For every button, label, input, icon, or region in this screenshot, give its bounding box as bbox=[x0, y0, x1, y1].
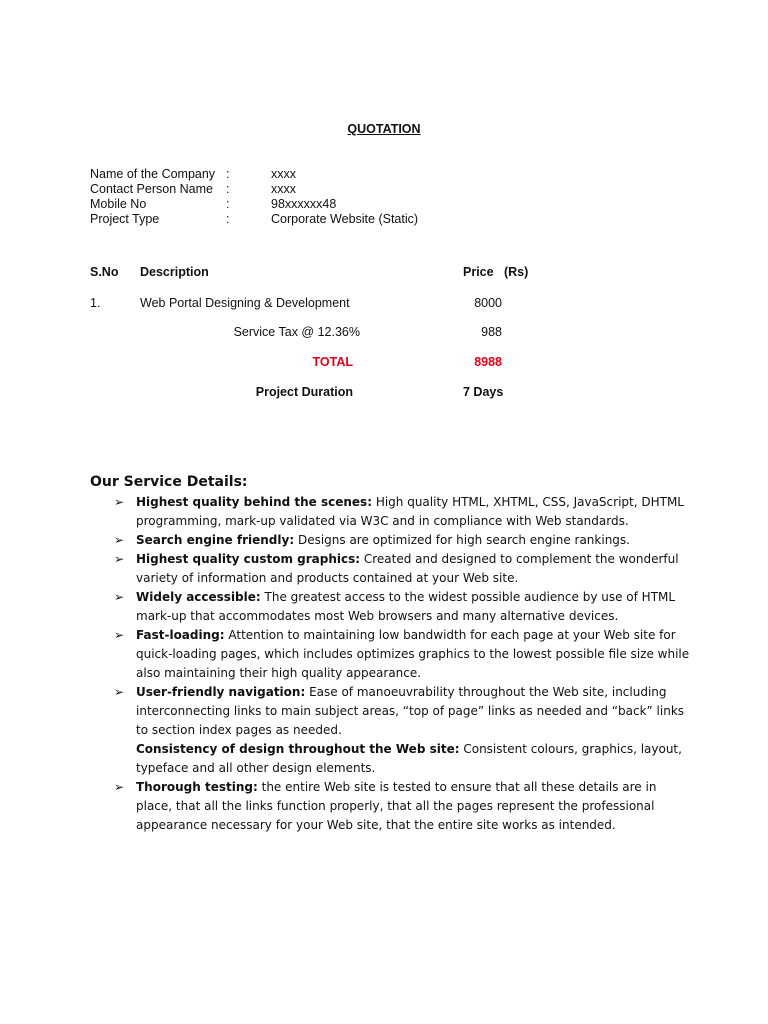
item-text: Consistent colours, graphics, layout, typeface and all other design elements. bbox=[136, 742, 682, 775]
item-text: Attention to maintaining low bandwidth for each page at your Web site for quick-loading pages, which includes optimizes graphics to the lowest possible file size while also maintaining their high quality appearance. bbox=[136, 628, 690, 680]
info-value-company: xxxx bbox=[271, 167, 296, 181]
service-list bbox=[90, 493, 690, 835]
header-price: Price (Rs) bbox=[463, 265, 529, 279]
info-label-contact: Contact Person Name bbox=[90, 182, 213, 196]
service-details bbox=[90, 474, 690, 835]
arrow-bullet-icon: ➢ bbox=[114, 552, 125, 566]
item-text: High quality HTML, XHTML, CSS, JavaScript, DHTML programming, mark-up validated via W3C and in compliance with Web standards. bbox=[136, 495, 684, 528]
header-sno: S.No bbox=[90, 265, 119, 279]
info-sep: : bbox=[226, 212, 230, 226]
info-label-company: Name of the Company bbox=[90, 167, 216, 181]
info-sep: : bbox=[226, 197, 230, 211]
info-sep: : bbox=[226, 182, 230, 196]
item-text: Created and designed to complement the wonderful variety of information and products contained at your Web site. bbox=[136, 552, 679, 585]
info-sep: : bbox=[226, 167, 230, 181]
page-title: QUOTATION bbox=[347, 122, 421, 136]
arrow-bullet-icon: ➢ bbox=[114, 590, 125, 604]
arrow-bullet-icon: ➢ bbox=[114, 780, 125, 794]
list-item bbox=[90, 683, 690, 740]
info-value-mobile: 98xxxxxx48 bbox=[271, 197, 337, 211]
total-value: 8988 bbox=[474, 355, 502, 369]
list-item bbox=[90, 550, 690, 588]
item-lead: Fast-loading: bbox=[136, 628, 225, 642]
service-tax-label: Service Tax @ 12.36% bbox=[233, 325, 360, 339]
item-text: the entire Web site is tested to ensure that all these details are in place, that all the links function properly, that all the pages represent the professional appearance necessary for your Web site, that the entire site works as intended. bbox=[136, 780, 657, 832]
service-details-heading: Our Service Details: bbox=[90, 474, 248, 490]
header-description: Description bbox=[140, 265, 209, 279]
item-lead: User-friendly navigation: bbox=[136, 685, 306, 699]
arrow-bullet-icon: ➢ bbox=[114, 628, 125, 642]
list-item bbox=[90, 531, 690, 550]
info-value-contact: xxxx bbox=[271, 182, 296, 196]
list-item bbox=[90, 778, 690, 835]
info-label-project-type: Project Type bbox=[90, 212, 160, 226]
item-lead: Widely accessible: bbox=[136, 590, 261, 604]
row-description: Web Portal Designing & Development bbox=[140, 296, 350, 310]
duration-value: 7 Days bbox=[463, 385, 504, 399]
arrow-bullet-icon: ➢ bbox=[114, 495, 125, 509]
arrow-bullet-icon: ➢ bbox=[114, 533, 125, 547]
list-item bbox=[90, 626, 690, 683]
item-text: Designs are optimized for high search engine rankings. bbox=[294, 533, 630, 547]
list-item bbox=[90, 493, 690, 531]
info-value-project-type: Corporate Website (Static) bbox=[271, 212, 419, 226]
info-label-mobile: Mobile No bbox=[90, 197, 147, 211]
item-lead: Highest quality custom graphics: bbox=[136, 552, 361, 566]
service-tax-value: 988 bbox=[481, 325, 502, 339]
item-lead: Search engine friendly: bbox=[136, 533, 295, 547]
list-item bbox=[90, 588, 690, 626]
item-text: Ease of manoeuvrability throughout the Web site, including interconnecting links to main subject areas, “top of page” links as needed and “back” links to section index pages as needed. bbox=[136, 685, 685, 737]
arrow-bullet-icon: ➢ bbox=[114, 685, 125, 699]
item-lead: Thorough testing: bbox=[136, 780, 258, 794]
row-price: 8000 bbox=[474, 296, 502, 310]
item-text: The greatest access to the widest possible audience by use of HTML mark-up that accommodates most Web browsers and many alternative devices. bbox=[136, 590, 676, 623]
row-sno: 1. bbox=[90, 296, 101, 310]
list-item-no-bullet bbox=[90, 740, 690, 778]
duration-label: Project Duration bbox=[255, 385, 353, 399]
total-label: TOTAL bbox=[312, 355, 353, 369]
item-lead: Highest quality behind the scenes: bbox=[136, 495, 372, 509]
item-lead: Consistency of design throughout the Web site: bbox=[136, 742, 460, 756]
